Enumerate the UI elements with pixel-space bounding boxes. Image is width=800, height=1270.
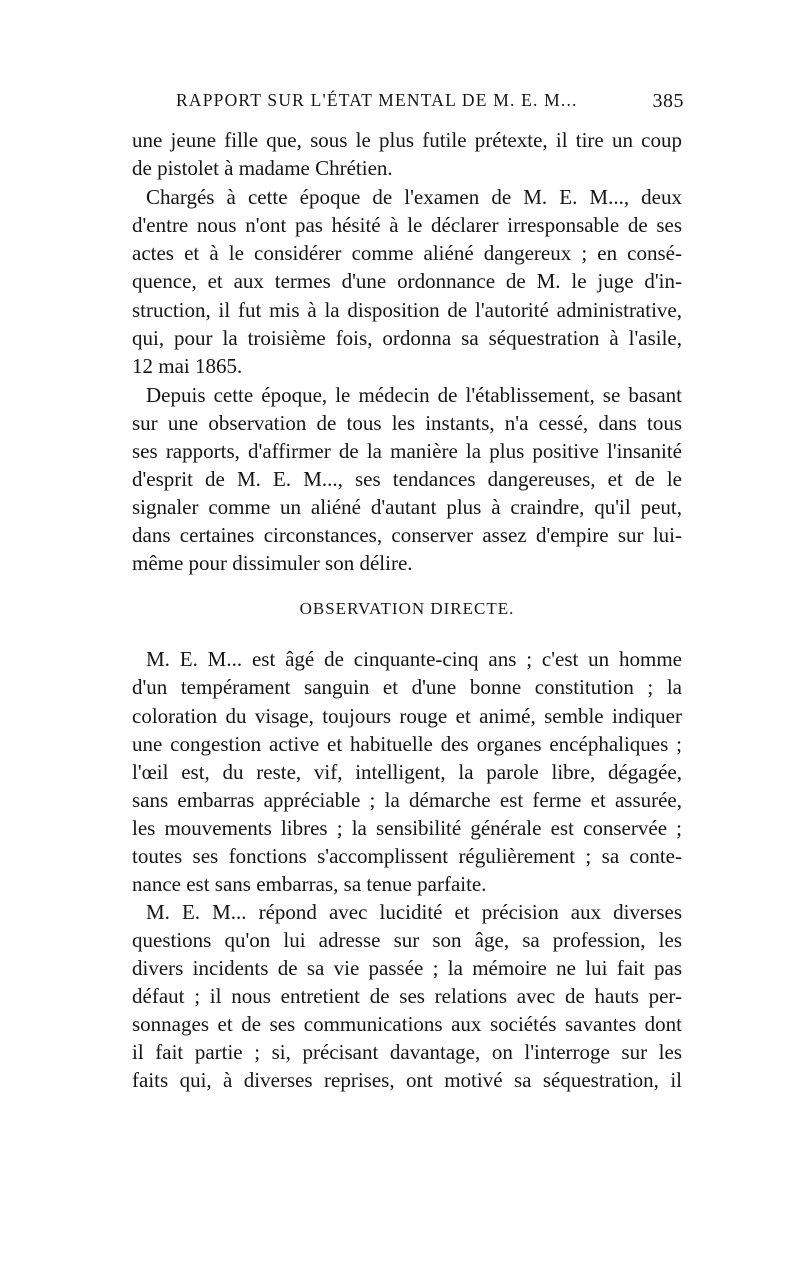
- text-line: sonnages et de ses communications aux sociétés savantes dont: [132, 1012, 682, 1036]
- running-header: [176, 90, 684, 120]
- text-line: coloration du visage, toujours rouge et animé, semble indiquer: [132, 704, 682, 728]
- text-line: M. E. M... répond avec lucidité et précision aux diverses: [146, 900, 682, 924]
- text-line: les mouvements libres ; la sensibilité générale est conservée ;: [132, 816, 682, 840]
- text-line: dans certaines circonstances, conserver assez d'empire sur lui-: [132, 523, 682, 547]
- text-line: défaut ; il nous entretient de ses relations avec de hauts per-: [132, 984, 682, 1008]
- section-heading: OBSERVATION DIRECTE.: [299, 599, 515, 618]
- text-line: actes et à le considérer comme aliéné dangereux ; en consé-: [132, 241, 682, 265]
- text-line: sans embarras appréciable ; la démarche est ferme et assurée,: [132, 788, 682, 812]
- text-line: d'esprit de M. E. M..., ses tendances dangereuses, et de le: [132, 467, 682, 491]
- text-line: 12 mai 1865.: [132, 354, 243, 378]
- text-line: Chargés à cette époque de l'examen de M. E. M..., deux: [146, 185, 682, 209]
- text-line: une congestion active et habituelle des organes encéphaliques ;: [132, 732, 682, 756]
- text-line: même pour dissimuler son délire.: [132, 551, 413, 575]
- text-line: quence, et aux termes d'une ordonnance de M. le juge d'in-: [132, 269, 682, 293]
- text-line: faits qui, à diverses reprises, ont motivé sa séquestration, il: [132, 1068, 682, 1092]
- text-line: Depuis cette époque, le médecin de l'établissement, se basant: [146, 383, 682, 407]
- text-line: struction, il fut mis à la disposition de l'autorité administrative,: [132, 298, 682, 322]
- text-line: M. E. M... est âgé de cinquante-cinq ans ; c'est un homme: [146, 647, 682, 671]
- text-line: toutes ses fonctions s'accomplissent régulièrement ; sa conte-: [132, 844, 682, 868]
- text-line: d'un tempérament sanguin et d'une bonne constitution ; la: [132, 675, 682, 699]
- text-line: ses rapports, d'affirmer de la manière la plus positive l'insanité: [132, 439, 682, 463]
- running-title: RAPPORT SUR L'ÉTAT MENTAL DE M. E. M...: [176, 90, 578, 110]
- text-line: divers incidents de sa vie passée ; la mémoire ne lui fait pas: [132, 956, 682, 980]
- page-number: 385: [652, 90, 684, 112]
- text-line: il fait partie ; si, précisant davantage, on l'interroge sur les: [132, 1040, 682, 1064]
- text-line: de pistolet à madame Chrétien.: [132, 156, 393, 180]
- text-line: qui, pour la troisième fois, ordonna sa séquestration à l'asile,: [132, 326, 682, 350]
- text-line: d'entre nous n'ont pas hésité à le déclarer irresponsable de ses: [132, 213, 682, 237]
- text-line: sur une observation de tous les instants, n'a cessé, dans tous: [132, 411, 682, 435]
- text-line: signaler comme un aliéné d'autant plus à craindre, qu'il peut,: [132, 495, 682, 519]
- text-line: questions qu'on lui adresse sur son âge, sa profession, les: [132, 928, 682, 952]
- text-line: nance est sans embarras, sa tenue parfaite.: [132, 872, 487, 896]
- text-line: une jeune fille que, sous le plus futile prétexte, il tire un coup: [132, 128, 682, 152]
- text-line: l'œil est, du reste, vif, intelligent, la parole libre, dégagée,: [132, 760, 682, 784]
